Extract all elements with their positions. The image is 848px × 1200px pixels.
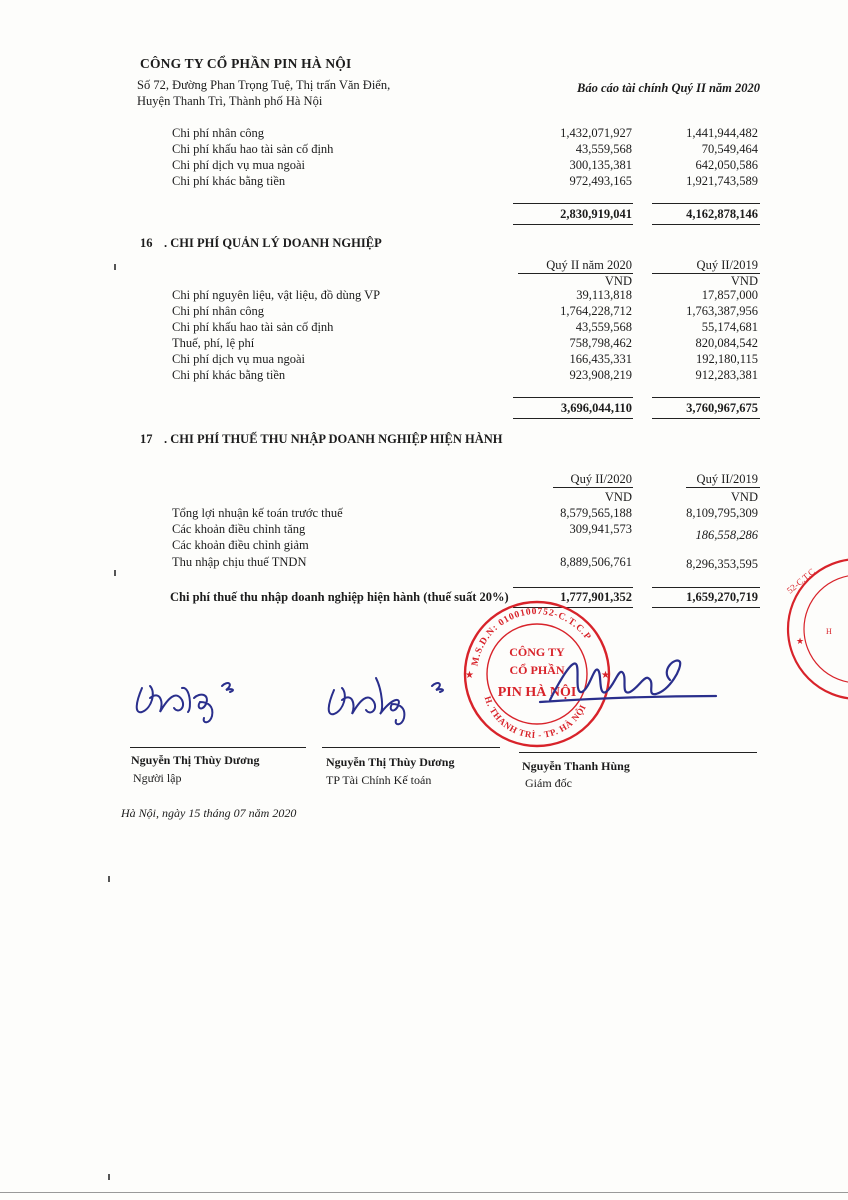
section-17-heading xyxy=(140,432,502,447)
row-value-prior: 8,109,795,309 xyxy=(686,506,758,520)
signature-chief-accountant xyxy=(322,668,472,728)
signature-line xyxy=(130,747,306,748)
stamp-line2: CỔ PHẦN xyxy=(509,663,565,677)
row-value-prior: 192,180,115 xyxy=(695,352,758,366)
unit-prior: VND xyxy=(730,274,758,288)
section-16-heading xyxy=(140,236,382,251)
row-value-prior: 70,549,464 xyxy=(701,142,758,156)
row-value-current: 8,889,506,761 xyxy=(560,555,632,569)
svg-text:★: ★ xyxy=(601,670,610,681)
s17-total-row xyxy=(0,590,848,606)
signer-role: Người lập xyxy=(133,771,182,785)
total-value-current: 1,777,901,352 xyxy=(560,590,632,604)
signature-director xyxy=(520,640,730,720)
s17-row xyxy=(0,522,848,542)
signer-name: Nguyễn Thị Thùy Dương xyxy=(326,755,455,769)
s15-row xyxy=(0,174,848,190)
s16-row xyxy=(0,288,848,304)
total-rule xyxy=(513,397,633,398)
row-label: Các khoản điều chỉnh giảm xyxy=(172,538,309,552)
row-label: Chi phí dịch vụ mua ngoài xyxy=(172,352,305,366)
s15-row xyxy=(0,158,848,174)
company-name: CÔNG TY CỔ PHẦN PIN HÀ NỘI xyxy=(140,56,352,71)
col-header-prior: Quý II/2019 xyxy=(696,472,758,486)
row-value-current: 39,113,818 xyxy=(576,288,632,302)
signer-role: TP Tài Chính Kế toán xyxy=(326,773,432,787)
row-label: Thu nhập chịu thuế TNDN xyxy=(172,555,307,569)
scan-mark xyxy=(108,1174,110,1180)
total-underline xyxy=(652,224,760,225)
signature-line xyxy=(519,752,757,753)
svg-text:H: H xyxy=(826,627,832,636)
signing-date: Hà Nội, ngày 15 tháng 07 năm 2020 xyxy=(121,806,297,820)
s16-row xyxy=(0,304,848,320)
signer-role: Giám đốc xyxy=(525,776,572,790)
s17-row xyxy=(0,506,848,522)
row-label: Chi phí dịch vụ mua ngoài xyxy=(172,158,305,172)
row-label: Tổng lợi nhuận kế toán trước thuế xyxy=(172,506,343,520)
total-underline xyxy=(513,224,633,225)
total-rule xyxy=(513,203,633,204)
row-value-current: 43,559,568 xyxy=(575,320,632,334)
total-value-prior: 4,162,878,146 xyxy=(686,207,758,221)
signature-preparer xyxy=(130,668,260,728)
row-value-prior: 912,283,381 xyxy=(695,368,758,382)
s16-total-row xyxy=(0,401,848,417)
row-label: Thuế, phí, lệ phí xyxy=(172,336,255,350)
row-value-prior: 17,857,000 xyxy=(701,288,758,302)
unit-current: VND xyxy=(604,490,632,504)
page-bottom-edge xyxy=(0,1192,848,1193)
stamp-ring-bottom: H. THANH TRÌ - TP. HÀ NỘI xyxy=(482,694,589,741)
partial-stamp-edge xyxy=(766,554,848,704)
col-header-current: Quý II năm 2020 xyxy=(546,258,632,272)
s16-row xyxy=(0,336,848,352)
signature-line xyxy=(322,747,500,748)
s15-total-row xyxy=(0,207,848,223)
row-value-current: 1,764,228,712 xyxy=(560,304,632,318)
total-rule xyxy=(652,203,760,204)
s16-row xyxy=(0,368,848,384)
row-label: Chi phí khấu hao tài sản cố định xyxy=(172,142,334,156)
scan-mark xyxy=(114,570,116,576)
row-value-current: 1,432,071,927 xyxy=(560,126,632,140)
total-rule xyxy=(513,587,633,588)
total-underline xyxy=(652,607,760,608)
row-value-current: 309,941,573 xyxy=(569,522,632,536)
section-number: 17 xyxy=(140,432,153,446)
row-value-prior: 1,763,387,956 xyxy=(686,304,758,318)
row-value-current: 758,798,462 xyxy=(569,336,632,350)
section-title: . CHI PHÍ THUẾ THU NHẬP DOANH NGHIỆP HIỆN HÀNH xyxy=(164,432,503,446)
header-rule xyxy=(686,487,760,488)
row-label: Chi phí khác bằng tiền xyxy=(172,174,286,188)
row-label: Chi phí khác bằng tiền xyxy=(172,368,286,382)
row-value-current: 972,493,165 xyxy=(569,174,632,188)
total-value-current: 3,696,044,110 xyxy=(560,401,632,415)
section-number: 16 xyxy=(140,236,153,250)
section-title: . CHI PHÍ QUẢN LÝ DOANH NGHIỆP xyxy=(164,236,382,250)
stamp-line3: PIN HÀ NỘI xyxy=(497,685,577,700)
row-value-current: 923,908,219 xyxy=(569,368,632,382)
row-value-prior: 55,174,681 xyxy=(701,320,758,334)
header-rule xyxy=(553,487,633,488)
total-value-prior: 3,760,967,675 xyxy=(686,401,758,415)
col-header-prior: Quý II/2019 xyxy=(696,258,758,272)
total-rule xyxy=(652,587,760,588)
s16-row xyxy=(0,320,848,336)
total-label: Chi phí thuế thu nhập doanh nghiệp hiện hành (thuế suất 20%) xyxy=(170,590,509,604)
svg-text:★: ★ xyxy=(465,670,474,681)
total-underline xyxy=(652,418,760,419)
s16-row xyxy=(0,352,848,368)
row-value-prior: 8,296,353,595 xyxy=(686,557,758,571)
s15-row xyxy=(0,142,848,158)
scan-mark xyxy=(114,264,116,270)
stamp-line1: CÔNG TY xyxy=(509,645,565,659)
row-value-prior: 820,084,542 xyxy=(695,336,758,350)
company-address-line1: Số 72, Đường Phan Trọng Tuệ, Thị trấn Văn Điển, xyxy=(137,78,391,92)
row-value-current: 43,559,568 xyxy=(575,142,632,156)
row-label: Chi phí nguyên liệu, vật liệu, đồ dùng VP xyxy=(172,288,381,302)
row-value-prior: 1,441,944,482 xyxy=(686,126,758,140)
s17-row xyxy=(0,555,848,571)
row-value-prior: 642,050,586 xyxy=(695,158,758,172)
total-rule xyxy=(652,397,760,398)
scan-mark xyxy=(108,876,110,882)
s15-row xyxy=(0,126,848,142)
total-underline xyxy=(513,418,633,419)
unit-prior: VND xyxy=(730,490,758,504)
svg-text:52-C.T.C: 52-C.T.C xyxy=(784,566,817,596)
stamp-ring-top: M.S.D.N: 0100100752-C.T.C.P xyxy=(470,606,593,668)
svg-text:★: ★ xyxy=(796,636,805,646)
total-value-current: 2,830,919,041 xyxy=(560,207,632,221)
row-label: Chi phí nhân công xyxy=(172,304,265,318)
row-value-prior: 186,558,286 xyxy=(695,528,758,542)
row-value-current: 8,579,565,188 xyxy=(560,506,632,520)
col-header-current: Quý II/2020 xyxy=(570,472,632,486)
signer-name: Nguyễn Thanh Hùng xyxy=(522,759,630,773)
row-label: Chi phí nhân công xyxy=(172,126,265,140)
row-value-prior: 1,921,743,589 xyxy=(686,174,758,188)
row-label: Các khoản điều chỉnh tăng xyxy=(172,522,306,536)
row-value-current: 300,135,381 xyxy=(569,158,632,172)
unit-current: VND xyxy=(604,274,632,288)
signer-name: Nguyễn Thị Thùy Dương xyxy=(131,753,260,767)
report-title: Báo cáo tài chính Quý II năm 2020 xyxy=(576,81,760,95)
total-value-prior: 1,659,270,719 xyxy=(686,590,758,604)
row-value-current: 166,435,331 xyxy=(569,352,632,366)
row-label: Chi phí khấu hao tài sản cố định xyxy=(172,320,334,334)
s17-row xyxy=(0,538,848,554)
company-address-line2: Huyện Thanh Trì, Thành phố Hà Nội xyxy=(137,94,323,108)
